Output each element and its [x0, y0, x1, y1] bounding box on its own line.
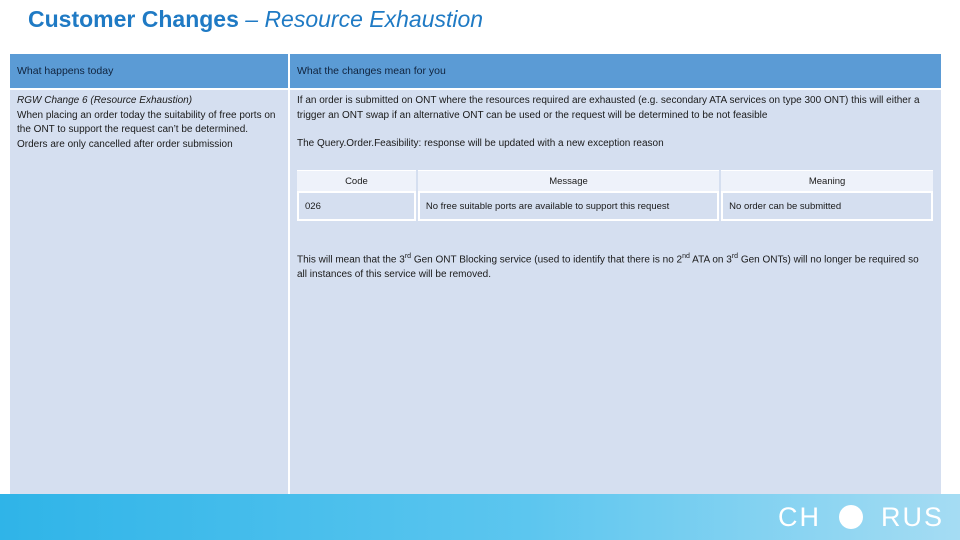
title-sub: – Resource Exhaustion: [238, 6, 484, 32]
today-description: When placing an order today the suitability of free ports on the ONT to support the request can’t be determined. Orders are only cancelled after order submission: [17, 109, 276, 150]
footer-bar: [0, 494, 960, 540]
changes-intro: If an order is submitted on ONT where the resources required are exhausted (e.g. secondary ATA services on type 300 ONT) this will either a trigger an ONT swap if an alternative ONT can be used or the request will be determined to be not feasible: [297, 95, 920, 121]
today-body: [10, 90, 288, 152]
note-superscript: nd: [682, 253, 690, 260]
title-main: Customer Changes: [28, 6, 239, 32]
changes-body: [290, 90, 941, 152]
blocking-service-note: [297, 250, 929, 282]
column-header-code: Code: [297, 170, 416, 191]
table-row: [297, 191, 933, 221]
note-part: Gen ONT Blocking service (used to identify that there is no 2: [411, 254, 683, 266]
change-name: RGW Change 6 (Resource Exhaustion): [17, 95, 193, 106]
chorus-logo: [778, 503, 944, 531]
logo-text-left: CH: [777, 501, 821, 532]
logo-text-right: RUS: [880, 501, 944, 532]
today-column: [10, 54, 288, 494]
circle-o-icon: [839, 505, 863, 529]
table-header-row: [297, 170, 933, 191]
column-header-meaning: Meaning: [721, 170, 933, 191]
cell-code: 026: [297, 191, 416, 221]
note-superscript: rd: [404, 253, 412, 260]
query-feasibility-text: The Query.Order.Feasibility: response will be updated with a new exception reason: [297, 138, 664, 149]
changes-column: [290, 54, 941, 494]
note-superscript: rd: [731, 253, 739, 260]
cell-meaning: No order can be submitted: [721, 191, 933, 221]
note-part: This will mean that the 3: [297, 254, 405, 266]
changes-header: What the changes mean for you: [290, 54, 941, 88]
slide-title: [28, 6, 483, 33]
column-header-message: Message: [418, 170, 719, 191]
today-header: What happens today: [10, 54, 288, 88]
note-part: Gen ONTs) will no longer be required so all instances of this service will be removed.: [297, 254, 919, 280]
exception-code-table: [295, 170, 935, 221]
cell-message: No free suitable ports are available to support this request: [418, 191, 719, 221]
note-part: ATA on 3: [689, 254, 732, 266]
